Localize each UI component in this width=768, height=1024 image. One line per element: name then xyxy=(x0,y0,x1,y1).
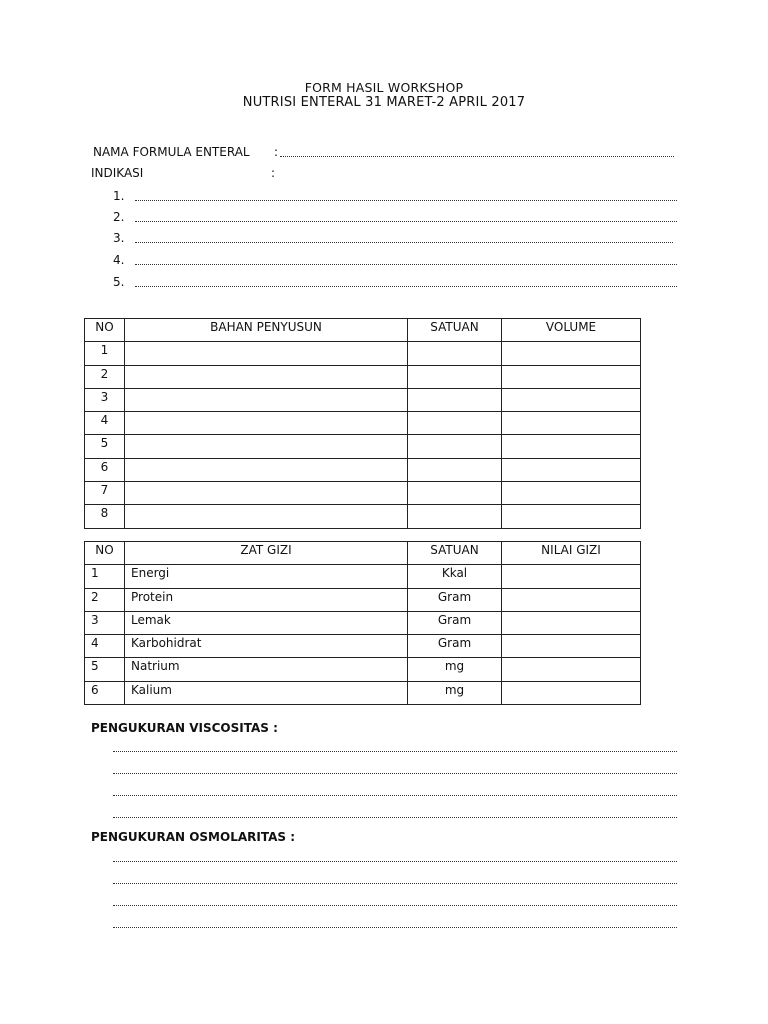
indikasi-line-2[interactable] xyxy=(135,213,677,222)
column-header-satuan: SATUAN xyxy=(408,319,502,342)
indikasi-number-1: 1. xyxy=(113,189,125,203)
indikasi-line-1[interactable] xyxy=(135,192,677,201)
nutrient-unit: mg xyxy=(408,658,502,681)
indikasi-number-2: 2. xyxy=(113,210,125,224)
volume-cell[interactable] xyxy=(502,365,641,388)
column-header-no: NO xyxy=(85,542,125,565)
row-number: 1 xyxy=(85,565,125,588)
viscositas-line-1[interactable] xyxy=(113,743,677,752)
table-header-row xyxy=(85,542,641,565)
table-row xyxy=(85,435,641,458)
volume-cell[interactable] xyxy=(502,458,641,481)
row-number: 6 xyxy=(85,458,125,481)
table-row xyxy=(85,342,641,365)
indikasi-line-4[interactable] xyxy=(135,256,677,265)
volume-cell[interactable] xyxy=(502,505,641,528)
form-subtitle: NUTRISI ENTERAL 31 MARET-2 APRIL 2017 xyxy=(242,95,526,110)
column-header-nilai-gizi: NILAI GIZI xyxy=(502,542,641,565)
volume-cell[interactable] xyxy=(502,412,641,435)
row-number: 3 xyxy=(85,611,125,634)
row-number: 4 xyxy=(85,635,125,658)
row-number: 1 xyxy=(85,342,125,365)
nilai-gizi-cell[interactable] xyxy=(502,658,641,681)
bahan-cell[interactable] xyxy=(125,365,408,388)
indikasi-number-3: 3. xyxy=(113,231,125,245)
nutrient-name: Karbohidrat xyxy=(125,635,408,658)
viscositas-line-4[interactable] xyxy=(113,809,677,818)
formula-name-colon: : xyxy=(274,145,279,159)
table-header-row xyxy=(85,319,641,342)
table-row xyxy=(85,635,641,658)
osmolaritas-line-3[interactable] xyxy=(113,897,677,906)
indikasi-label: INDIKASI xyxy=(91,166,144,180)
satuan-cell[interactable] xyxy=(408,412,502,435)
indikasi-number-4: 4. xyxy=(113,253,125,267)
zat-gizi-table xyxy=(84,541,641,705)
nilai-gizi-cell[interactable] xyxy=(502,635,641,658)
nilai-gizi-cell[interactable] xyxy=(502,588,641,611)
row-number: 4 xyxy=(85,412,125,435)
indikasi-colon: : xyxy=(271,166,276,180)
row-number: 5 xyxy=(85,435,125,458)
indikasi-line-5[interactable] xyxy=(135,278,677,287)
osmolaritas-line-4[interactable] xyxy=(113,919,677,928)
nutrient-unit: Gram xyxy=(408,611,502,634)
row-number: 8 xyxy=(85,505,125,528)
table-row xyxy=(85,588,641,611)
indikasi-line-3[interactable] xyxy=(135,234,673,243)
satuan-cell[interactable] xyxy=(408,342,502,365)
column-header-satuan: SATUAN xyxy=(408,542,502,565)
nilai-gizi-cell[interactable] xyxy=(502,565,641,588)
row-number: 6 xyxy=(85,681,125,704)
row-number: 5 xyxy=(85,658,125,681)
osmolaritas-line-1[interactable] xyxy=(113,853,677,862)
table-row xyxy=(85,681,641,704)
nutrient-unit: Gram xyxy=(408,635,502,658)
nutrient-name: Kalium xyxy=(125,681,408,704)
satuan-cell[interactable] xyxy=(408,458,502,481)
nutrient-name: Natrium xyxy=(125,658,408,681)
table-row xyxy=(85,482,641,505)
nutrient-name: Lemak xyxy=(125,611,408,634)
viscositas-heading: PENGUKURAN VISCOSITAS : xyxy=(91,721,278,735)
bahan-cell[interactable] xyxy=(125,458,408,481)
table-row xyxy=(85,611,641,634)
bahan-cell[interactable] xyxy=(125,388,408,411)
nilai-gizi-cell[interactable] xyxy=(502,681,641,704)
volume-cell[interactable] xyxy=(502,388,641,411)
nutrient-unit: Kkal xyxy=(408,565,502,588)
satuan-cell[interactable] xyxy=(408,482,502,505)
table-row xyxy=(85,565,641,588)
satuan-cell[interactable] xyxy=(408,388,502,411)
table-row xyxy=(85,412,641,435)
satuan-cell[interactable] xyxy=(408,505,502,528)
viscositas-line-2[interactable] xyxy=(113,765,677,774)
formula-name-label: NAMA FORMULA ENTERAL xyxy=(93,145,250,159)
bahan-cell[interactable] xyxy=(125,435,408,458)
nutrient-name: Energi xyxy=(125,565,408,588)
osmolaritas-line-2[interactable] xyxy=(113,875,677,884)
row-number: 2 xyxy=(85,365,125,388)
table-row xyxy=(85,658,641,681)
column-header-volume: VOLUME xyxy=(502,319,641,342)
bahan-penyusun-table xyxy=(84,318,641,529)
satuan-cell[interactable] xyxy=(408,365,502,388)
table-row xyxy=(85,365,641,388)
volume-cell[interactable] xyxy=(502,482,641,505)
row-number: 7 xyxy=(85,482,125,505)
nutrient-unit: mg xyxy=(408,681,502,704)
volume-cell[interactable] xyxy=(502,435,641,458)
column-header-no: NO xyxy=(85,319,125,342)
formula-name-line[interactable] xyxy=(280,148,674,157)
nutrient-unit: Gram xyxy=(408,588,502,611)
column-header-zat-gizi: ZAT GIZI xyxy=(125,542,408,565)
satuan-cell[interactable] xyxy=(408,435,502,458)
bahan-cell[interactable] xyxy=(125,505,408,528)
form-title: FORM HASIL WORKSHOP xyxy=(304,80,464,95)
bahan-cell[interactable] xyxy=(125,342,408,365)
bahan-cell[interactable] xyxy=(125,482,408,505)
column-header-bahan: BAHAN PENYUSUN xyxy=(125,319,408,342)
osmolaritas-heading: PENGUKURAN OSMOLARITAS : xyxy=(91,830,295,844)
table-row xyxy=(85,505,641,528)
table-row xyxy=(85,458,641,481)
volume-cell[interactable] xyxy=(502,342,641,365)
viscositas-line-3[interactable] xyxy=(113,787,677,796)
row-number: 2 xyxy=(85,588,125,611)
nilai-gizi-cell[interactable] xyxy=(502,611,641,634)
table-row xyxy=(85,388,641,411)
nutrient-name: Protein xyxy=(125,588,408,611)
indikasi-number-5: 5. xyxy=(113,275,125,289)
row-number: 3 xyxy=(85,388,125,411)
bahan-cell[interactable] xyxy=(125,412,408,435)
